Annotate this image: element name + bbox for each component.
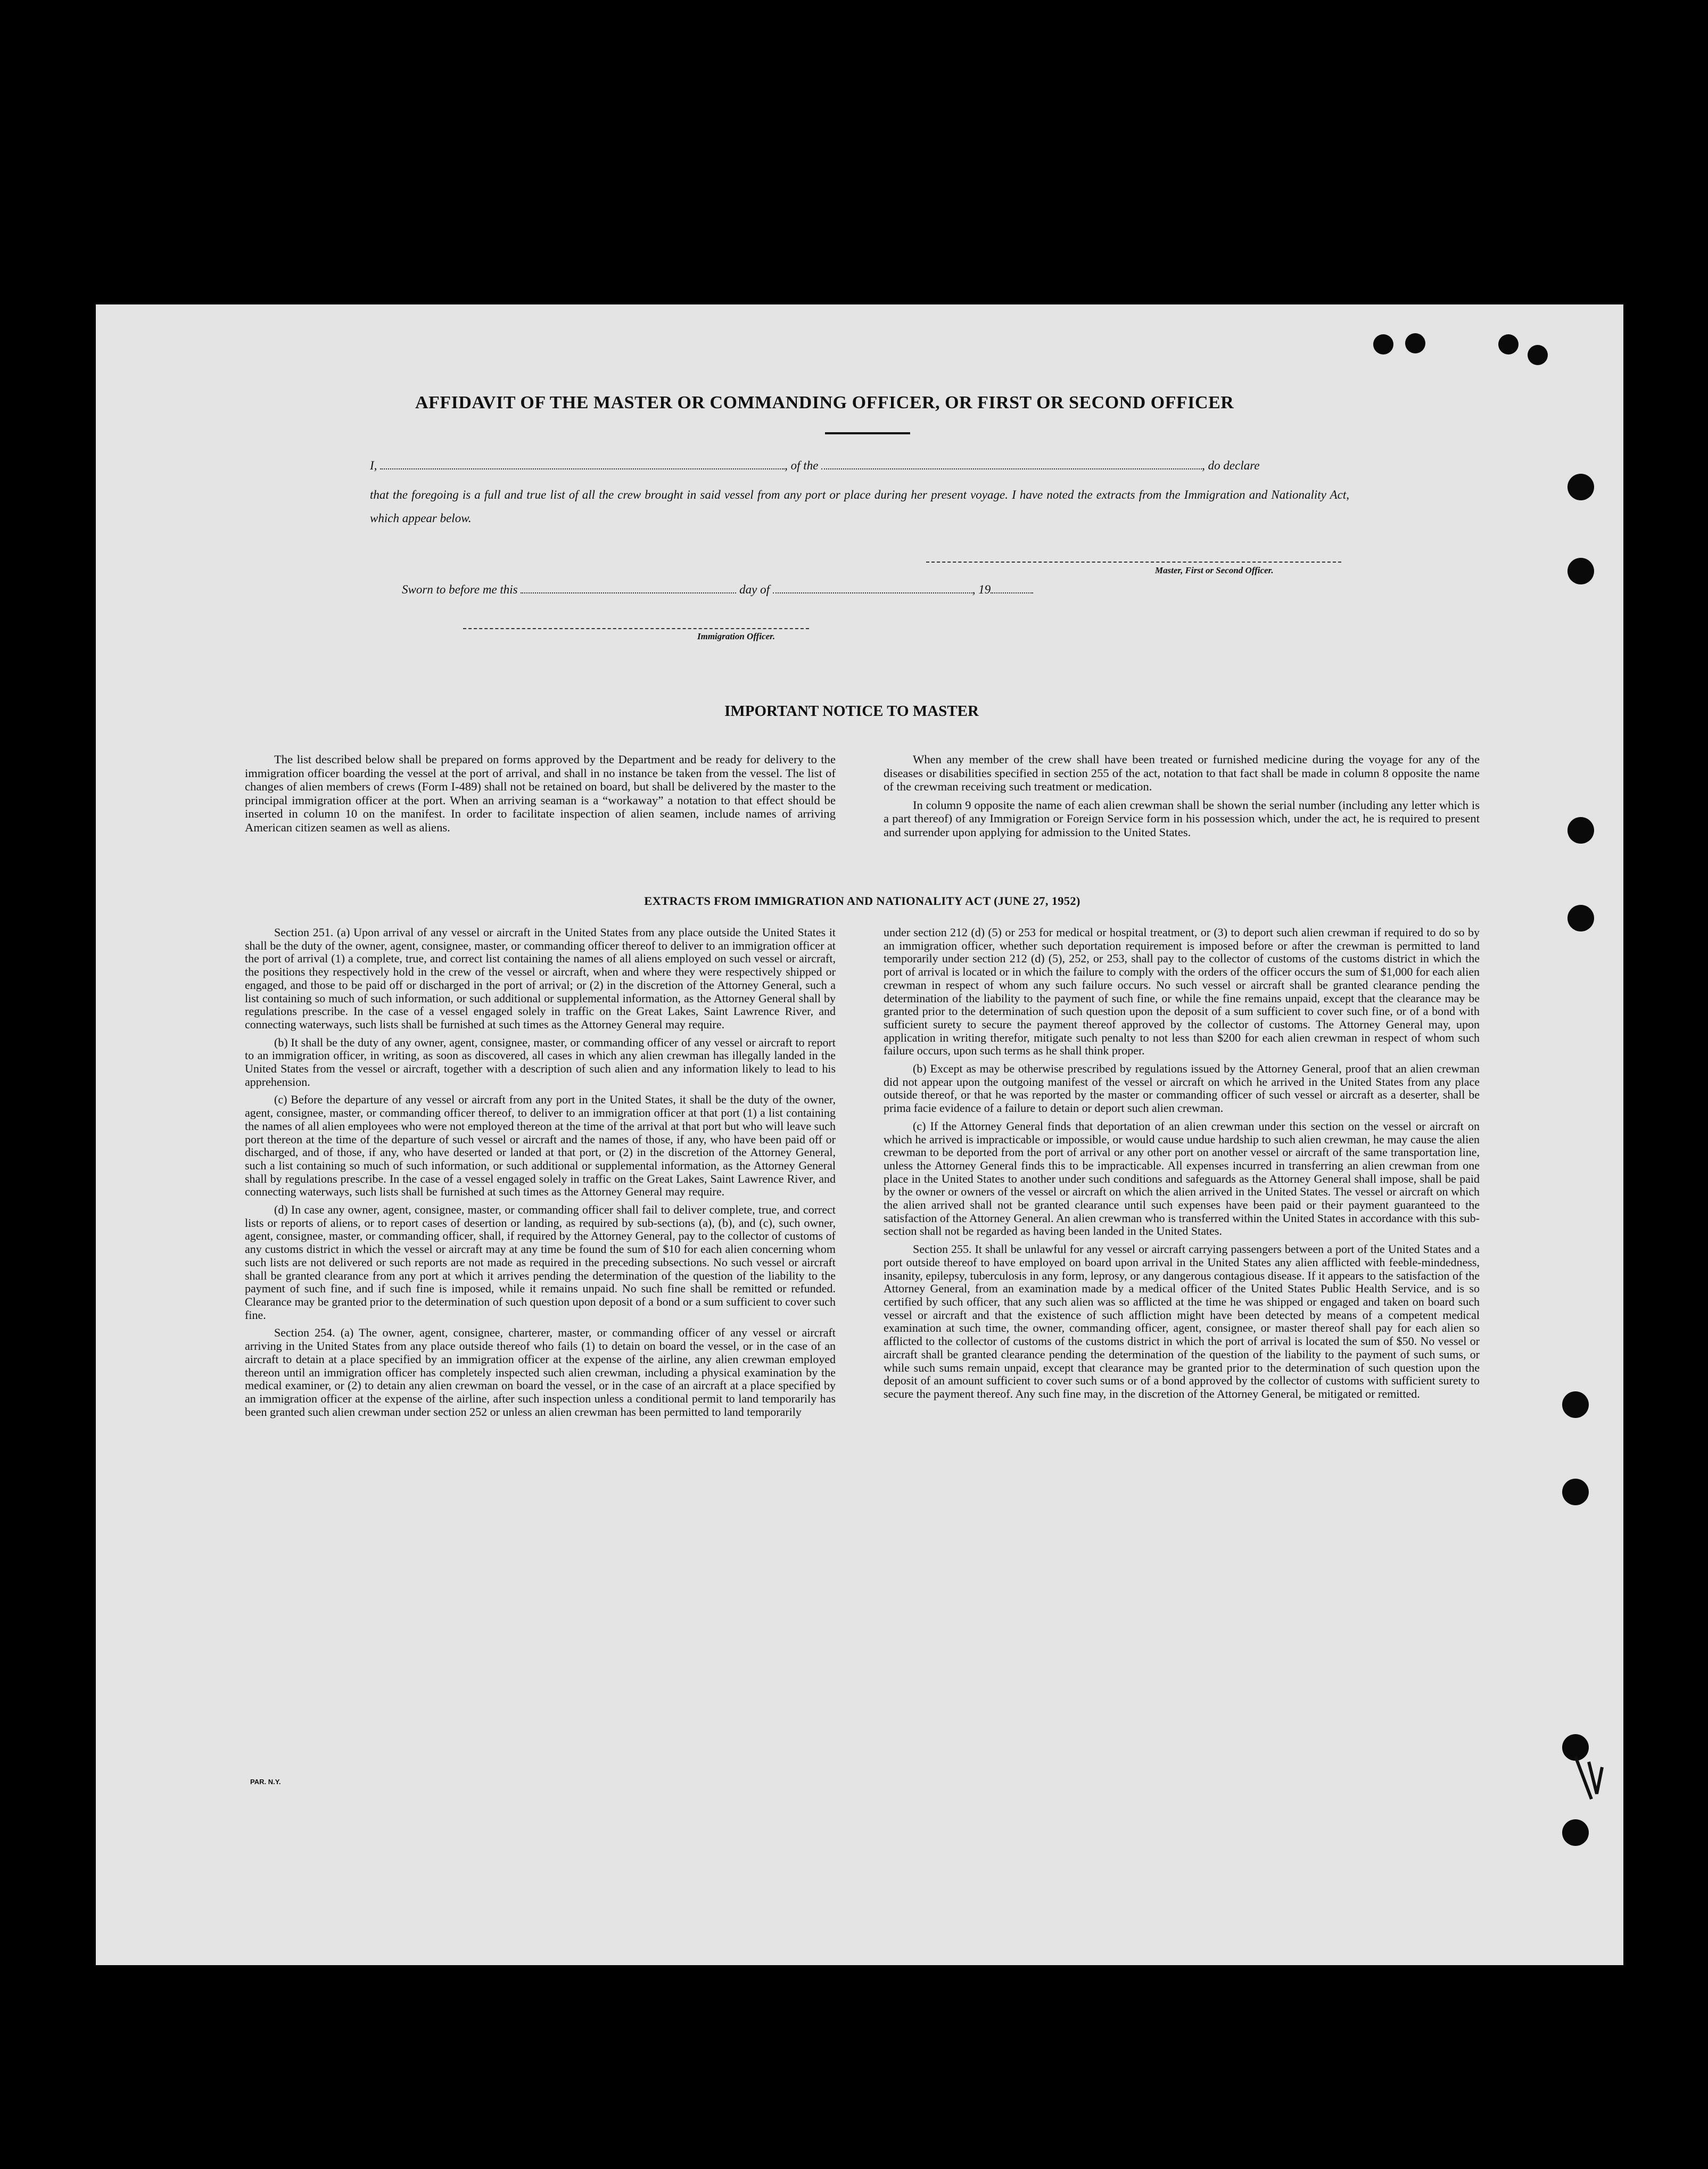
punch-hole-2 [1567, 558, 1594, 584]
notice-heading: IMPORTANT NOTICE TO MASTER [724, 703, 979, 720]
extract-paragraph: Section 254. (a) The owner, agent, consignee, charterer, master, or commanding officer of any vessel or aircraft arriving in the United States from any place outside thereof who fails (1) to detain on board the vessel, or in the case of an aircraft to detain at a place specified by an immigration officer at the expense of the airline, any alien crewman employed thereon until an immigration officer has completely inspected such alien crewman, including a physical examination by the medical examiner, or (2) to detain any alien crewman on board the vessel, or in the case of an aircraft at a place specified by an immigration officer at the expense of the airline, after such inspection unless a conditional permit to land temporarily has been granted such alien crewman under section 252 or unless an alien crewman has been permitted to land temporarily [245, 1326, 836, 1418]
extract-paragraph: (b) Except as may be otherwise prescribed by regulations issued by the Attorney General, proof that an alien crewman did not appear upon the outgoing manifest of the vessel or aircraft on which he arrived in the United States from any place outside thereof, or that he was reported by the master or commanding officer of such vessel or aircraft as a deserter, shall be prima facie evidence of a failure to detain or deport such alien crewman. [884, 1062, 1480, 1115]
notice-paragraph: In column 9 opposite the name of each alien crewman shall be shown the serial number (including any letter which is a part thereof) of any Immigration or Foreign Service form in his possession which, under the act, he is required to present and surrender upon applying for admission to the United States. [884, 798, 1480, 839]
extracts-left-column [245, 926, 836, 1423]
sworn-year-field[interactable] [991, 583, 1033, 593]
sworn-label: Sworn to before me this [402, 583, 518, 596]
handwritten-mark [1570, 1751, 1607, 1810]
extracts-heading: EXTRACTS FROM IMMIGRATION AND NATIONALITY ACT (JUNE 27, 1952) [644, 894, 1080, 908]
punch-hole-5 [1562, 1391, 1589, 1418]
notice-left-column [245, 753, 836, 839]
do-declare-label: , do declare [1202, 459, 1260, 472]
immigration-officer-signature-line[interactable] [463, 628, 809, 629]
master-signature-label: Master, First or Second Officer. [1155, 565, 1274, 575]
immigration-officer-label: Immigration Officer. [697, 631, 775, 641]
extract-paragraph: (d) In case any owner, agent, consignee, master, or commanding officer shall fail to deliver complete, true, and correct lists or reports of aliens, or to report cases of desertion or landing, as required by sub-sections (a), (b), and (c), such owner, agent, consignee, master, or commanding officer, shall, if required by the Attorney General, pay to the collector of customs of any customs district in which the vessel or aircraft may at any time be found the sum of $10 for each alien concerning whom such lists are not delivered or such reports are not made as required in the preceding subsections. No such vessel or aircraft shall be granted clearance from any port at which it arrives pending the determination of the question of the liability to the payment of such fine, and if such fine is imposed, while it remains unpaid. No such fine shall be remitted or refunded. Clearance may be granted prior to the determination of such question upon deposit of a bond or a sum sufficient to cover such fine. [245, 1203, 836, 1322]
sworn-line [402, 583, 1381, 597]
name-field[interactable] [380, 459, 785, 469]
extract-paragraph: (b) It shall be the duty of any owner, agent, consignee, master, or commanding officer of any vessel or aircraft to report to an immigration officer, in writing, as soon as discovered, all cases in which any alien crewman has illegally landed in the United States from the vessel or aircraft, together with a description of such alien and any information likely to lead to his apprehension. [245, 1035, 836, 1088]
punch-hole-top-3 [1498, 334, 1519, 354]
printer-imprint: PAR. N.Y. [250, 1778, 281, 1786]
affidavit-title: AFFIDAVIT OF THE MASTER OR COMMANDING OFFICER, OR FIRST OR SECOND OFFICER [415, 393, 1234, 413]
notice-right-column [884, 753, 1480, 844]
sworn-day-field[interactable] [521, 583, 736, 593]
of-the-label: , of the [785, 459, 819, 472]
vessel-field[interactable] [821, 459, 1202, 469]
master-signature-line[interactable] [926, 562, 1341, 563]
declaration-statement: that the foregoing is a full and true list of all the crew brought in said vessel from any port or place during her present voyage. I have noted the extracts from the Immigration and Nationality Act, which appear below. [370, 488, 1349, 525]
day-of-label: day of [739, 583, 770, 596]
extract-paragraph: (c) Before the departure of any vessel or aircraft from any port in the United States, it shall be the duty of the owner, agent, consignee, master, or commanding officer thereof, to deliver to an immigration officer at that port (1) a list containing the names of all alien employees who were not employed thereon at the time of the arrival at that port but who will leave such port thereon at the time of the departure of such vessel or aircraft and the names of those, if any, who have been paid off or discharged, and of those, if any, who have deserted or landed at that port, or (2) in the discretion of the Attorney General, such a list containing so much of such information, or such additional or supplemental information, as the Attorney General shall by regulations prescribe. In the case of a vessel engaged solely in traffic on the Great Lakes, Saint Lawrence River, and connecting waterways, such lists shall be furnished at such times as the Attorney General may require. [245, 1093, 836, 1199]
notice-paragraph: The list described below shall be prepared on forms approved by the Department and be ready for delivery to the immigration officer boarding the vessel at the port of arrival, and shall in no instance be taken from the vessel. The list of changes of alien members of crews (Form I-489) shall not be retained on board, but shall be delivered by the master to the principal immigration officer at the port. When an arriving seaman is a “workaway” a notation to that effect should be inserted in column 10 on the manifest. In order to facilitate inspection of alien seamen, include names of arriving American citizen seamen as well as aliens. [245, 753, 836, 834]
title-underline [825, 432, 910, 434]
punch-hole-top-4 [1528, 345, 1548, 365]
extract-paragraph: Section 251. (a) Upon arrival of any vessel or aircraft in the United States from any place outside the United States it shall be the duty of the owner, agent, consignee, master, or commanding officer thereof to deliver to an immigration officer at the port of arrival (1) a complete, true, and correct list containing the names of all aliens employed on such vessel or aircraft, the positions they respectively hold in the crew of the vessel or aircraft, when and where they were respectively shipped or engaged, and those to be paid off or discharged in the port of arrival; or (2) in the discretion of the Attorney General, such a list containing so much of such information, or such additional or supplemental information, as the Attorney General shall by regulations prescribe. In the case of a vessel engaged solely in traffic on the Great Lakes, Saint Lawrence River, and connecting waterways, such lists shall be furnished at such times as the Attorney General may require. [245, 926, 836, 1031]
i-label: I, [370, 459, 377, 472]
punch-hole-4 [1567, 905, 1594, 931]
punch-hole-6 [1562, 1479, 1589, 1505]
punch-hole-8 [1562, 1819, 1589, 1846]
punch-hole-top-1 [1373, 334, 1393, 354]
extract-paragraph: Section 255. It shall be unlawful for any vessel or aircraft carrying passengers between a port of the United States and a port outside thereof to have employed on board upon arrival in the United States any alien afflicted with feeble-mindedness, insanity, epilepsy, tuberculosis in any form, leprosy, or any dangerous contagious disease. If it appears to the satisfaction of the Attorney General, from an examination made by a medical officer of the United States Public Health Service, and is so certified by such officer, that any such alien was so afflicted at the time he was shipped or engaged and taken on board such vessel or aircraft and that the existence of such affliction might have been detected by means of a competent medical examination at such time, the owner, commanding officer, agent, consignee, or master thereof shall pay for each alien so afflicted to the collector of customs of the customs district in which the port of arrival is located the sum of $50. No vessel or aircraft shall be granted clearance pending the determination of the question of the liability to the payment of such sums, or while such sums remain unpaid, except that clearance may be granted prior to the determination of such question upon the deposit of an amount sufficient to cover such sums or of a bond approved by the collector of customs with sufficient surety to secure the payment thereof. Any such fine may, in the discretion of the Attorney General, be mitigated or remitted. [884, 1242, 1480, 1400]
notice-paragraph: When any member of the crew shall have been treated or furnished medicine during the voyage for any of the diseases or disabilities specified in section 255 of the act, notation to that fact shall be made in column 8 opposite the name of the crewman receiving such treatment or medication. [884, 753, 1480, 793]
extract-paragraph: under section 212 (d) (5) or 253 for medical or hospital treatment, or (3) to deport such alien crewman if required to do so by an immigration officer, whether such deportation requirement is imposed before or after the crewman is permitted to land temporarily under section 212 (d) (5), 252, or 253, shall pay to the collector of customs of the customs district in which the port of arrival is located or in which the failure to comply with the orders of the officer occurs the sum of $1,000 for each alien crewman in respect of whom any such failure occurs. No such vessel or aircraft shall be granted clearance pending the determination of the liability to the payment of such fine, or while the fine remains unpaid, except that the clearance may be granted prior to the determination of such question upon the deposit of a sum sufficient to cover such fine, or of a bond with sufficient surety to secure the payment thereof approved by the collector of customs. The Attorney General may, upon application in writing therefor, mitigate such penalty to not less than $200 for each alien crewman in respect of whom such failure occurs, upon such terms as he shall think proper. [884, 926, 1480, 1058]
declaration-line [370, 459, 1349, 473]
punch-hole-top-2 [1405, 333, 1425, 353]
year-label: , 19 [972, 583, 991, 596]
punch-hole-1 [1567, 474, 1594, 500]
extracts-right-column [884, 926, 1480, 1406]
extract-paragraph: (c) If the Attorney General finds that deportation of an alien crewman under this section on the vessel or aircraft on which he arrived is impracticable or impossible, or would cause undue hardship to such alien crewman, he may cause the alien crewman to be deported from the port of arrival or any other port on another vessel or aircraft of the same transportation line, unless the Attorney General finds this to be impracticable. All expenses incurred in transferring an alien crewman from one place in the United States to another under such conditions and safeguards as the Attorney General shall impose, shall be paid by the owner or owners of the vessel or aircraft on which the alien arrived in the United States. The vessel or aircraft on which the alien arrived shall not be granted clearance until such expenses have been paid or their payment guaranteed to the satisfaction of the Attorney General. An alien crewman who is transferred within the United States in accordance with this sub-section shall not be regarded as having been landed in the United States. [884, 1119, 1480, 1238]
sworn-month-field[interactable] [773, 583, 972, 593]
punch-hole-3 [1567, 817, 1594, 844]
